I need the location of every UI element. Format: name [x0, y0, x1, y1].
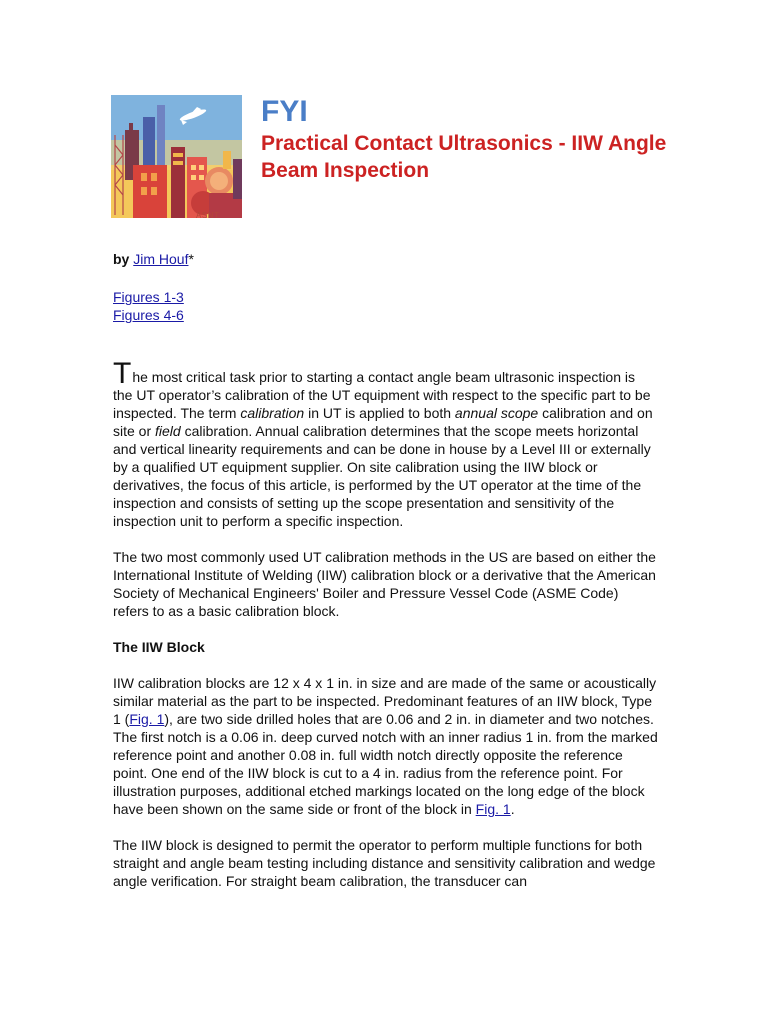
iiw-text-1: IIW calibration blocks are 12 x 4 x 1 in. in size and are made of the same or acoustically similar material as the part to be inspected. Predominant features of an IIW block, Type 1 ( [113, 675, 657, 727]
section-label: FYI [261, 95, 308, 128]
figures-4-6-link[interactable]: Figures 4-6 [113, 307, 184, 323]
author-link[interactable]: Jim Houf [133, 251, 189, 267]
page-title: Practical Contact Ultrasonics - IIW Angle Beam Inspection [261, 132, 667, 182]
intro-text-3: calibration and on site or [113, 405, 653, 439]
intro-emphasis-field: field [155, 423, 181, 439]
intro-emphasis-annual-scope: annual scope [454, 405, 539, 421]
fig-1-link-second[interactable]: Fig. 1 [475, 801, 511, 817]
iiw-block-paragraph [113, 674, 658, 818]
iiw-text-2: ), are two side drilled holes that are 0.06 and 2 in. in diameter and two notches. The first notch is a 0.06 in. deep curved notch with an inner radius 1 in. from the marked reference point and another 0.08 in. full width notch directly opposite the reference point. One end of the IIW block is cut to a 4 in. radius from the reference point. For illustration purposes, additional etched markings located on the long edge of the block have been shown on the same side or front of the block in [113, 711, 658, 817]
figure-links [113, 288, 658, 324]
fig-1-link[interactable]: Fig. 1 [129, 711, 165, 727]
author-footnote-marker: * [188, 251, 194, 267]
industrial-skyline-illustration [111, 95, 242, 218]
section-heading-iiw-block: The IIW Block [113, 639, 205, 655]
iiw-text-3: . [510, 801, 515, 817]
iiw-functions-paragraph: The IIW block is designed to permit the operator to perform multiple functions for both straight and angle beam testing including distance and sensitivity calibration and wedge angle verification. For straight beam calibration, the transducer can [113, 837, 656, 889]
article-body [113, 250, 658, 890]
figures-1-3-link[interactable]: Figures 1-3 [113, 289, 184, 305]
byline-prefix: by [113, 251, 134, 267]
header-illustration [111, 95, 242, 218]
intro-text-2: in UT is applied to both [304, 405, 455, 421]
methods-paragraph: The two most commonly used UT calibration methods in the US are based on either the International Institute of Welding (IIW) calibration block or a derivative that the American Society of Mechanical Engineers' Boiler and Pressure Vessel Code (ASME Code) refers to as a basic calibration block. [113, 549, 656, 619]
article-header [261, 95, 681, 184]
byline [113, 250, 658, 268]
intro-emphasis-calibration: calibration [240, 405, 305, 421]
intro-paragraph [113, 357, 658, 530]
intro-text-4: calibration. Annual calibration determines that the scope meets horizontal and vertical linearity requirements and can be done in house by a Level III or externally by a qualified UT equipment supplier. On site calibration using the IIW block or derivatives, the focus of this article, is performed by the UT operator at the time of the inspection and consists of setting up the scope presentation and sensitivity of the inspection unit to perform a specific inspection. [113, 423, 651, 529]
logo-caption: ASNT [196, 211, 220, 220]
drop-cap: T [113, 357, 132, 390]
intro-text-1: he most critical task prior to starting a contact angle beam ultrasonic inspection is the UT operator’s calibration of the UT equipment with respect to the specific part to be inspected. The term [113, 369, 651, 421]
